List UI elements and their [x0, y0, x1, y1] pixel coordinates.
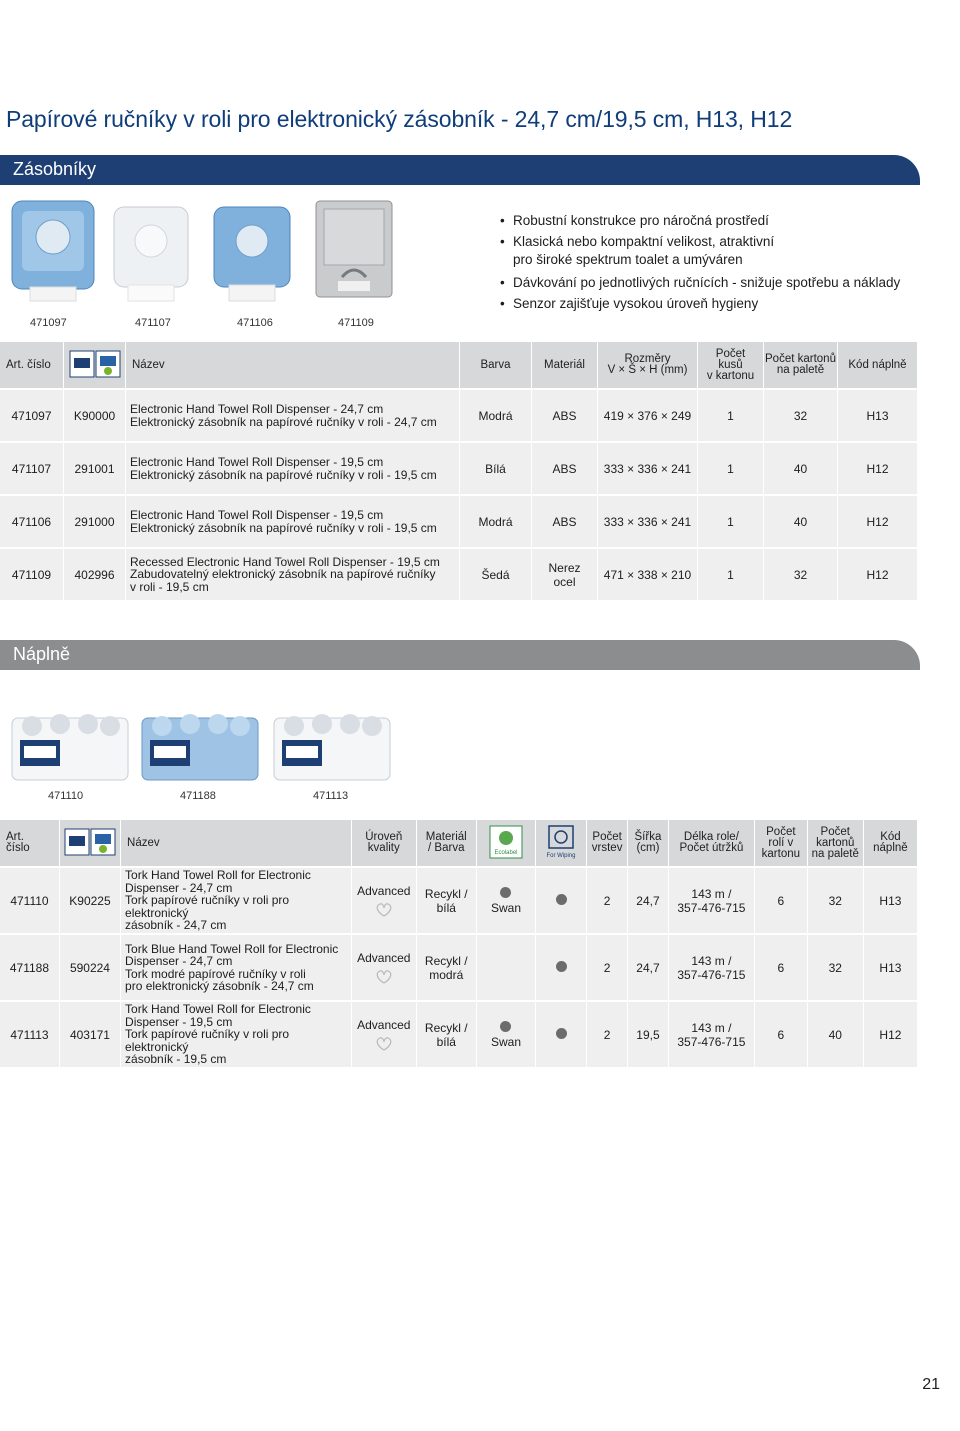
- table-row: [0, 547, 918, 600]
- cell-color: Modrá: [460, 494, 532, 547]
- cell-count: 1: [698, 547, 764, 600]
- material-line2: bílá: [436, 900, 456, 915]
- name-line: Dispenser - 24,7 cm: [125, 954, 233, 968]
- header-wiping: [536, 820, 587, 866]
- swan-label: Swan: [490, 1034, 521, 1049]
- page-number: 21: [922, 1376, 940, 1393]
- name-line: Dispenser - 24,7 cm: [125, 880, 233, 895]
- name-cz: Elektronický zásobník na papírové ručníky v roli - 19,5 cm: [130, 467, 437, 482]
- header-pallet: [764, 342, 838, 388]
- header-pallet-line2: kartonů: [816, 836, 855, 849]
- name-en: Electronic Hand Towel Roll Dispenser - 24,7 cm: [130, 402, 384, 416]
- header-material-line1: Materiál: [425, 831, 467, 843]
- quality-label: Advanced: [357, 950, 411, 965]
- cell-pallet: 32: [764, 547, 838, 600]
- table-row: [0, 1000, 918, 1067]
- cell-pallet: 40: [764, 441, 838, 494]
- cell-quality: [352, 866, 417, 933]
- length-line2: 357-476-715: [677, 967, 746, 982]
- dispenser-image-471106: [210, 203, 294, 305]
- image-caption: 471097: [30, 317, 67, 329]
- header-plies-line2: vrstev: [591, 842, 623, 854]
- header-quality: [352, 820, 417, 866]
- ecolabel-dot-icon: [500, 887, 511, 898]
- name-line: pro elektronický zásobník - 24,7 cm: [125, 979, 314, 993]
- dispenser-images: [0, 195, 480, 335]
- cell-count: 1: [698, 494, 764, 547]
- cell-name: [121, 1000, 352, 1067]
- wiping-dot-icon: [556, 1028, 567, 1039]
- header-material: Materiál: [532, 342, 598, 388]
- refill-images: [0, 708, 480, 808]
- cell-rolls: 6: [755, 1000, 808, 1067]
- cell-refill: H13: [838, 388, 918, 441]
- header-pallet-line3: na paletě: [811, 847, 859, 860]
- material-line1: Nerez: [548, 560, 581, 575]
- header-ecolabel: [477, 820, 536, 866]
- refill-image-471113: [272, 712, 392, 784]
- cell-name: [126, 494, 460, 547]
- cell-code: 402996: [64, 547, 126, 600]
- feature-list: [500, 210, 920, 314]
- refill-image-471188: [140, 712, 260, 784]
- cell-art: 471110: [0, 866, 60, 933]
- cell-count: 1: [698, 388, 764, 441]
- header-length-line1: Délka role/: [683, 831, 739, 843]
- name-cz-continued: v roli - 19,5 cm: [130, 579, 209, 594]
- header-count: [698, 342, 764, 388]
- refill-image-471110: [10, 712, 130, 784]
- name-line: Tork papírové ručníky v roli pro elektronický: [125, 893, 290, 920]
- cell-code: 291001: [64, 441, 126, 494]
- cell-dimensions: 471 × 338 × 210: [598, 547, 698, 600]
- refill-table: [0, 820, 918, 1067]
- header-width-line1: Šířka: [634, 831, 662, 843]
- cell-color: Bílá: [460, 441, 532, 494]
- name-en: Recessed Electronic Hand Towel Roll Dispenser - 19,5 cm: [130, 554, 440, 569]
- cell-code: K90225: [60, 866, 121, 933]
- header-art-line2: číslo: [6, 842, 30, 854]
- table-header-row: [0, 820, 918, 866]
- cell-material: [417, 866, 477, 933]
- header-material-line2: / Barva: [428, 842, 465, 854]
- ecolabel-dot-icon: [500, 1021, 511, 1032]
- cell-name: [126, 388, 460, 441]
- cell-length: [669, 1000, 755, 1067]
- page-title: Papírové ručníky v roli pro elektronický zásobník - 24,7 cm/19,5 cm, H13, H12: [6, 106, 793, 132]
- header-refill-line2: náplně: [873, 842, 908, 854]
- ecolabel-icon: [489, 825, 523, 859]
- cell-wiping: [536, 866, 587, 933]
- cell-width: 24,7: [628, 866, 669, 933]
- cell-art: 471113: [0, 1000, 60, 1067]
- cell-count: 1: [698, 441, 764, 494]
- cell-width: 24,7: [628, 933, 669, 1000]
- name-line: Tork Hand Towel Roll for Electronic: [125, 868, 311, 883]
- cell-art: 471188: [0, 933, 60, 1000]
- image-caption: 471110: [48, 790, 84, 802]
- cell-code: 590224: [60, 933, 121, 1000]
- cell-dimensions: 333 × 336 × 241: [598, 494, 698, 547]
- cell-color: Šedá: [460, 547, 532, 600]
- food-contact-icon: [541, 825, 581, 859]
- material-line2: bílá: [436, 1034, 456, 1049]
- cell-length: [669, 866, 755, 933]
- ecolabel-text: Ecolabel: [494, 849, 518, 856]
- material-line1: Recykl /: [424, 1020, 468, 1035]
- cell-dimensions: 419 × 376 × 249: [598, 388, 698, 441]
- cell-ecolabel: [477, 933, 536, 1000]
- cell-art: 471107: [0, 441, 64, 494]
- cell-wiping: [536, 933, 587, 1000]
- cell-code: 403171: [60, 1000, 121, 1067]
- brand-logos-icon: [69, 349, 121, 379]
- name-cz: Elektronický zásobník na papírové ručníky v roli - 19,5 cm: [130, 520, 437, 535]
- dispenser-image-471097: [8, 195, 98, 305]
- cell-art: 471106: [0, 494, 64, 547]
- header-brand-logos: [60, 820, 121, 866]
- dispenser-image-471107: [110, 203, 192, 305]
- image-caption: 471109: [338, 317, 374, 329]
- header-name: Název: [121, 820, 352, 866]
- name-line: Tork modré papírové ručníky v roli: [125, 966, 306, 981]
- cell-refill: H13: [864, 866, 918, 933]
- length-line2: 357-476-715: [677, 1034, 746, 1049]
- name-line: zásobník - 19,5 cm: [125, 1052, 227, 1067]
- name-en: Electronic Hand Towel Roll Dispenser - 19,5 cm: [130, 508, 384, 522]
- cell-pallet: 32: [764, 388, 838, 441]
- header-refill-line1: Kód: [880, 831, 901, 843]
- header-rolls-line1: Počet: [766, 825, 796, 838]
- name-line: Tork papírové ručníky v roli pro elektronický: [125, 1027, 290, 1054]
- header-pallet-line1: Počet kartonů: [765, 353, 836, 365]
- flower-icon: [371, 900, 397, 918]
- material-line1: Recykl /: [424, 953, 468, 968]
- wiping-text: For Wiping: [546, 852, 576, 859]
- cell-name: [121, 933, 352, 1000]
- cell-name: [126, 547, 460, 600]
- header-length: [669, 820, 755, 866]
- cell-refill: H12: [838, 547, 918, 600]
- table-row: [0, 494, 918, 547]
- header-rolls-line3: kartonu: [761, 847, 801, 860]
- material-line1: Recykl /: [424, 886, 468, 901]
- brand-logos-icon: [64, 827, 116, 857]
- header-count-line2: kusů: [718, 358, 743, 371]
- cell-material: [532, 547, 598, 600]
- swan-label: Swan: [490, 900, 521, 915]
- cell-length: [669, 933, 755, 1000]
- header-material: [417, 820, 477, 866]
- header-refill: Kód náplně: [838, 342, 918, 388]
- image-caption: 471106: [237, 317, 273, 329]
- cell-plies: 2: [587, 933, 628, 1000]
- cell-material: ABS: [532, 388, 598, 441]
- cell-art: 471109: [0, 547, 64, 600]
- table-row: [0, 933, 918, 1000]
- cell-ecolabel: [477, 866, 536, 933]
- cell-refill: H12: [838, 441, 918, 494]
- name-line: Tork Blue Hand Towel Roll for Electronic: [125, 941, 339, 956]
- feature-text-continued: pro široké spektrum toalet a umýváren: [513, 252, 743, 267]
- header-color: Barva: [460, 342, 532, 388]
- cell-plies: 2: [587, 866, 628, 933]
- table-header-row: [0, 342, 918, 388]
- name-line: zásobník - 24,7 cm: [125, 918, 227, 933]
- header-pallet-line1: Počet: [820, 825, 850, 838]
- cell-quality: [352, 933, 417, 1000]
- header-art: [0, 820, 60, 866]
- header-refill: [864, 820, 918, 866]
- cell-dimensions: 333 × 336 × 241: [598, 441, 698, 494]
- cell-pallet: 32: [808, 866, 864, 933]
- image-caption: 471107: [135, 317, 171, 329]
- wiping-dot-icon: [556, 894, 567, 905]
- length-line2: 357-476-715: [677, 900, 746, 915]
- header-pallet: [808, 820, 864, 866]
- length-line1: 143 m /: [691, 886, 732, 901]
- cell-art: 471097: [0, 388, 64, 441]
- feature-item: • Senzor zajišťuje vysokou úroveň hygieny: [500, 293, 920, 314]
- wiping-dot-icon: [556, 961, 567, 972]
- cell-name: [126, 441, 460, 494]
- cell-code: 291000: [64, 494, 126, 547]
- cell-pallet: 40: [808, 1000, 864, 1067]
- material-line2: modrá: [429, 967, 464, 982]
- feature-item: • Robustní konstrukce pro náročná prostředí: [500, 210, 920, 231]
- header-plies-line1: Počet: [592, 831, 622, 843]
- header-rolls: [755, 820, 808, 866]
- cell-width: 19,5: [628, 1000, 669, 1067]
- header-width: [628, 820, 669, 866]
- header-brand-logos: [64, 342, 126, 388]
- name-line: Dispenser - 19,5 cm: [125, 1014, 233, 1029]
- section-bar-refills: Náplně: [0, 640, 920, 670]
- cell-name: [121, 866, 352, 933]
- dispenser-image-471109: [312, 197, 396, 307]
- table-row: [0, 441, 918, 494]
- header-rolls-line2: rolí v: [768, 836, 794, 849]
- flower-icon: [371, 967, 397, 985]
- header-count-line3: v kartonu: [706, 369, 755, 382]
- cell-refill: H13: [864, 933, 918, 1000]
- cell-rolls: 6: [755, 866, 808, 933]
- image-caption: 471113: [313, 790, 349, 802]
- cell-material: [417, 1000, 477, 1067]
- name-cz: Zabudovatelný elektronický zásobník na papírové ručníky: [130, 567, 436, 582]
- material-line2: ocel: [553, 574, 576, 589]
- header-count-line1: Počet: [715, 347, 746, 360]
- header-dimensions-line1: Rozměry: [624, 353, 671, 365]
- cell-code: K90000: [64, 388, 126, 441]
- length-line1: 143 m /: [691, 953, 732, 968]
- quality-label: Advanced: [357, 1017, 411, 1032]
- header-name: Název: [126, 342, 460, 388]
- cell-wiping: [536, 1000, 587, 1067]
- quality-label: Advanced: [357, 883, 411, 898]
- header-art-line1: Art.: [6, 831, 24, 843]
- cell-ecolabel: [477, 1000, 536, 1067]
- cell-quality: [352, 1000, 417, 1067]
- cell-color: Modrá: [460, 388, 532, 441]
- header-plies: [587, 820, 628, 866]
- header-pallet-line2: na paletě: [776, 364, 825, 376]
- dispenser-table: [0, 342, 918, 600]
- header-quality-line2: kvality: [367, 842, 400, 854]
- flower-icon: [371, 1034, 397, 1052]
- cell-plies: 2: [587, 1000, 628, 1067]
- header-dimensions-line2: V × Š × H (mm): [607, 364, 688, 376]
- feature-item: • Dávkování po jednotlivých ručnících - snižuje spotřebu a náklady: [500, 272, 920, 293]
- cell-material: [417, 933, 477, 1000]
- name-cz: Elektronický zásobník na papírové ručníky v roli - 24,7 cm: [130, 414, 437, 429]
- section-bar-dispensers: Zásobníky: [0, 155, 920, 185]
- cell-refill: H12: [864, 1000, 918, 1067]
- table-row: [0, 388, 918, 441]
- cell-material: ABS: [532, 441, 598, 494]
- length-line1: 143 m /: [691, 1020, 732, 1035]
- cell-material: ABS: [532, 494, 598, 547]
- header-art: Art. číslo: [0, 342, 64, 388]
- cell-rolls: 6: [755, 933, 808, 1000]
- cell-pallet: 32: [808, 933, 864, 1000]
- cell-refill: H12: [838, 494, 918, 547]
- header-width-line2: (cm): [636, 842, 660, 854]
- header-quality-line1: Úroveň: [365, 831, 403, 843]
- table-row: [0, 866, 918, 933]
- feature-text: Klasická nebo kompaktní velikost, atraktivní: [513, 234, 775, 249]
- name-en: Electronic Hand Towel Roll Dispenser - 19,5 cm: [130, 455, 384, 469]
- name-line: Tork Hand Towel Roll for Electronic: [125, 1002, 311, 1017]
- image-caption: 471188: [180, 790, 216, 802]
- cell-pallet: 40: [764, 494, 838, 547]
- header-dimensions: [598, 342, 698, 388]
- feature-item: [500, 231, 920, 268]
- header-length-line2: Počet útržků: [679, 842, 744, 854]
